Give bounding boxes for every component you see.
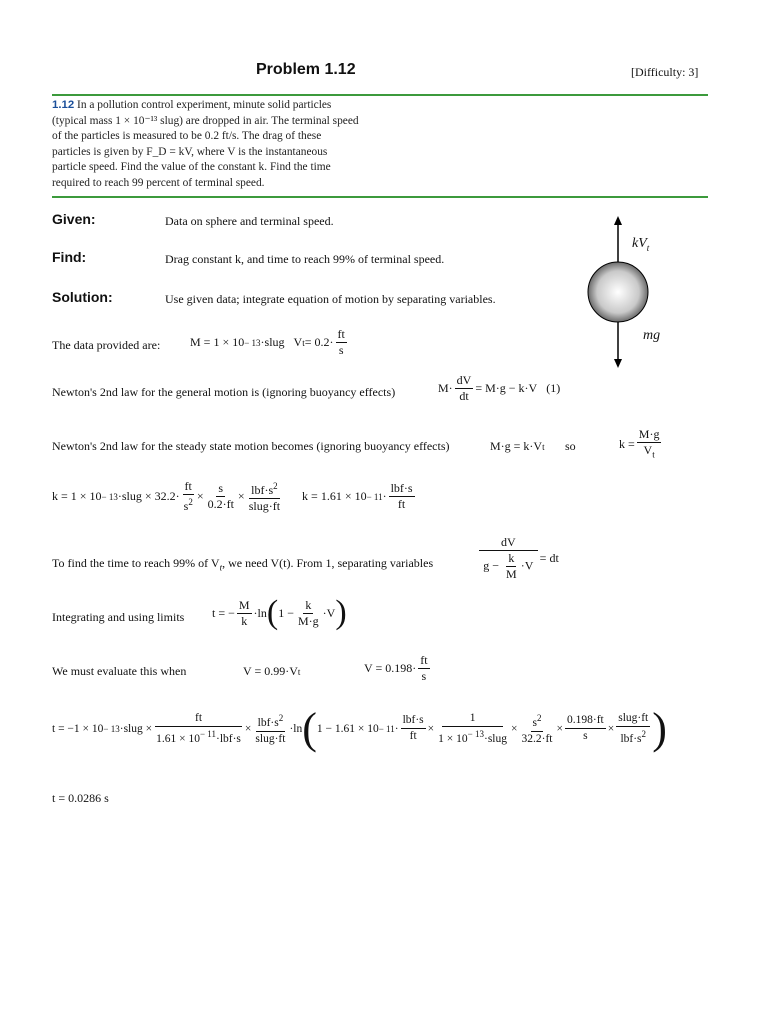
separated-equation: dV g − $\frac{k}{M}$ ·V = dt — [477, 536, 559, 581]
problem-statement — [52, 98, 362, 191]
newton-steady-text: Newton's 2nd law for the steady state motion becomes (ignoring buoyancy effects) — [52, 439, 450, 453]
velocity-condition: V = 0.99·V t — [243, 664, 301, 678]
given-label: Given: — [52, 211, 96, 227]
page-title: Problem 1.12 — [256, 61, 356, 78]
evaluate-text: We must evaluate this when — [52, 664, 187, 678]
data-equation: M = 1 × 10 − 13 ·slug V t = 0.2· $\frac{ft}{s}$ — [190, 327, 345, 357]
solution-label: Solution: — [52, 289, 113, 305]
equation-of-motion: M· $\frac{dV}{dt}$ = M·g − k·V (1) — [438, 373, 561, 403]
difficulty-label: [Difficulty: 3] — [631, 65, 699, 79]
k-calculation: k = 1 × 10 − 13 ·slug × 32.2· $\frac{ft}{s^2}$ × $\frac{s}{0.2\cdot ft}$ × $\frac{lbf\cdot s^2}{\text{slug·ft}}$ k = 1.61 × 10 − 11 · $\frac{\text{lbf·s}}{ft}$ — [52, 479, 413, 513]
weight-arrowhead-icon — [614, 359, 622, 368]
given-text: Data on sphere and terminal speed. — [165, 214, 334, 228]
final-result: t = 0.0286 s — [52, 791, 109, 805]
k-formula: k = $\frac{M\cdot g}{V_t}$ — [619, 427, 660, 460]
find-time-text: To find the time to reach 99% of $V_t$, we need V(t). From 1, separating variables — [52, 556, 434, 573]
steady-state-equation: M·g = k·V t — [490, 439, 545, 453]
free-body-diagram — [580, 212, 680, 372]
problem-number: 1.12 — [52, 99, 75, 111]
drag-arrowhead-icon — [614, 216, 622, 225]
time-expression: t = − $\frac{M}{k}$ ·ln ( 1 − $\frac{k}{M\cdot g}$ ·V ) — [212, 594, 347, 631]
integrating-text: Integrating and using limits — [52, 610, 185, 624]
find-text: Drag constant k, and time to reach 99% of terminal speed. — [165, 252, 445, 266]
bottom-divider — [52, 196, 708, 198]
drag-force-label: $kV_t$ — [632, 236, 650, 253]
newton-general-text: Newton's 2nd law for the general motion is (ignoring buoyancy effects) — [52, 385, 396, 399]
velocity-value: V = 0.198· $\frac{ft}{s}$ — [364, 653, 428, 683]
particle-sphere — [588, 262, 648, 322]
so-text: so — [565, 439, 576, 453]
time-calculation: t = −1 × 10 − 13 ·slug × $\frac{ft}{1.61 \times 10^{- 11}\cdot lbf\cdot s}$ × $\frac{lbf\cdot s^2}{\text{slug·ft}}$ ·ln ( 1 − 1.61 × 10 − 11 · $\frac{\text{lbf·s}}{ft}$ × $\frac{1}{1 \times 10^{- 13}\cdot slug}$ × $\frac{s^2}{32.2\cdot ft}$ × $\frac{0.198\cdot ft}{s}$ × $\frac{\text{slug·ft}}{lbf\cdot s^2}$ ) — [52, 703, 667, 753]
top-divider — [52, 94, 708, 96]
problem-text: In a pollution control experiment, minute solid particles (typical mass 1 × 10⁻¹³ slug) are dropped in air. The terminal speed of the particles is measured to be 0.2 ft/s. The drag of these particles is given by F_D = kV, where V is the instantaneous particle speed. Find the value of the constant k. Find the time required to reach 99 percent of terminal speed. — [52, 99, 359, 189]
weight-force-label: mg — [643, 328, 661, 343]
solution-text: Use given data; integrate equation of motion by separating variables. — [165, 292, 496, 306]
find-label: Find: — [52, 249, 87, 265]
data-provided-text: The data provided are: — [52, 338, 161, 352]
